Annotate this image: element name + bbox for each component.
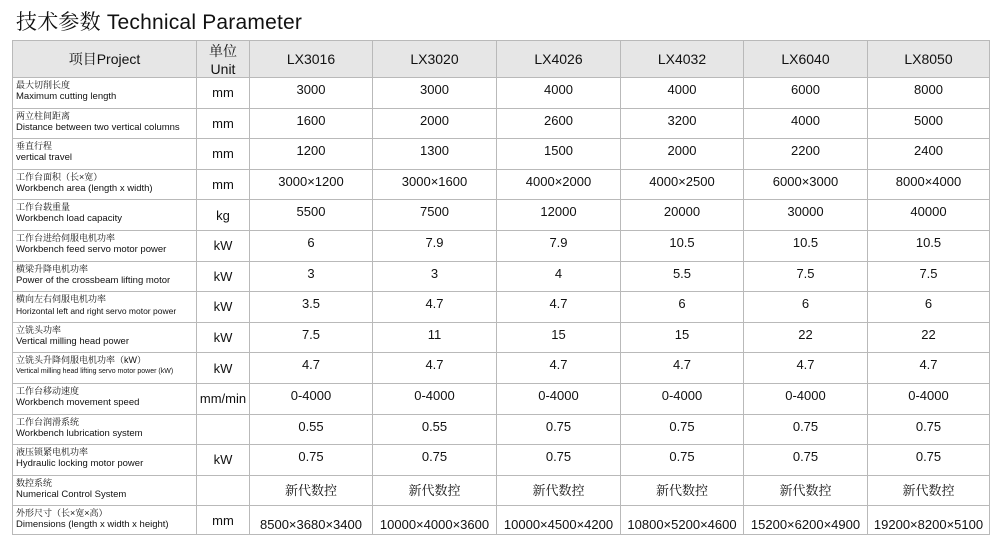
unit-cell: mm (197, 506, 250, 535)
item-en: Vertical milling head lifting servo motor power (kW) (16, 368, 174, 376)
item-cell (13, 230, 197, 261)
value-cell: 4.7 (868, 353, 990, 384)
table-row (13, 169, 990, 200)
value-cell: 22 (744, 322, 868, 353)
item-zh: 立铣头功率 (16, 324, 62, 335)
value-cell: 1600 (250, 108, 373, 139)
unit-cell (197, 475, 250, 506)
value-cell: 5500 (250, 200, 373, 231)
unit-cell: mm (197, 108, 250, 139)
table-row (13, 200, 990, 231)
table-row (13, 506, 990, 535)
value-cell: 22 (868, 322, 990, 353)
table-row (13, 78, 990, 109)
unit-cell: kg (197, 200, 250, 231)
value-cell: 7.5 (868, 261, 990, 292)
item-cell (13, 445, 197, 476)
value-cell: 6 (621, 292, 744, 323)
item-cell (13, 78, 197, 109)
value-cell: 8500×3680×3400 (250, 506, 373, 535)
value-cell: 6 (868, 292, 990, 323)
value-cell: 新代数控 (497, 475, 621, 506)
item-en: Workbench feed servo motor power (16, 243, 167, 255)
value-cell: 40000 (868, 200, 990, 231)
header-model: LX3020 (373, 41, 497, 78)
value-cell: 0.75 (868, 414, 990, 445)
value-cell: 2600 (497, 108, 621, 139)
value-cell: 7.9 (373, 230, 497, 261)
value-cell: 新代数控 (250, 475, 373, 506)
unit-cell: kW (197, 353, 250, 384)
value-cell: 4.7 (373, 353, 497, 384)
value-cell: 4.7 (250, 353, 373, 384)
item-en: Workbench lubrication system (16, 427, 143, 439)
value-cell: 0.75 (744, 445, 868, 476)
value-cell: 2000 (373, 108, 497, 139)
value-cell: 0.75 (373, 445, 497, 476)
value-cell: 0.75 (744, 414, 868, 445)
table-row (13, 383, 990, 414)
table-row (13, 292, 990, 323)
value-cell: 6000×3000 (744, 169, 868, 200)
item-cell (13, 169, 197, 200)
value-cell: 1300 (373, 139, 497, 170)
value-cell: 6000 (744, 78, 868, 109)
value-cell: 3.5 (250, 292, 373, 323)
item-en: Hydraulic locking motor power (16, 458, 144, 470)
value-cell: 0-4000 (497, 383, 621, 414)
value-cell: 0-4000 (868, 383, 990, 414)
value-cell: 15200×6200×4900 (744, 506, 868, 535)
item-en: vertical travel (16, 152, 72, 164)
header-model: LX3016 (250, 41, 373, 78)
value-cell: 4000×2500 (621, 169, 744, 200)
unit-cell: kW (197, 292, 250, 323)
value-cell: 4 (497, 261, 621, 292)
value-cell: 5000 (868, 108, 990, 139)
table-row (13, 322, 990, 353)
item-cell (13, 200, 197, 231)
table-row (13, 139, 990, 170)
unit-cell: mm (197, 169, 250, 200)
value-cell: 0.75 (621, 414, 744, 445)
value-cell: 0.75 (621, 445, 744, 476)
value-cell: 10.5 (868, 230, 990, 261)
parameter-table (12, 40, 990, 535)
value-cell: 6 (250, 230, 373, 261)
value-cell: 10000×4000×3600 (373, 506, 497, 535)
unit-cell: kW (197, 445, 250, 476)
item-zh: 工作台载重量 (16, 202, 71, 213)
unit-cell: kW (197, 261, 250, 292)
value-cell: 10.5 (621, 230, 744, 261)
value-cell: 新代数控 (621, 475, 744, 506)
value-cell: 10800×5200×4600 (621, 506, 744, 535)
table-row (13, 475, 990, 506)
item-cell (13, 414, 197, 445)
value-cell: 4000 (744, 108, 868, 139)
value-cell: 0.55 (250, 414, 373, 445)
header-model: LX4032 (621, 41, 744, 78)
value-cell: 0-4000 (373, 383, 497, 414)
value-cell: 4000 (621, 78, 744, 109)
item-en: Workbench area (length x width) (16, 182, 153, 194)
table-row (13, 230, 990, 261)
value-cell: 0-4000 (250, 383, 373, 414)
value-cell: 1200 (250, 139, 373, 170)
item-cell (13, 506, 197, 535)
value-cell: 12000 (497, 200, 621, 231)
item-cell (13, 475, 197, 506)
item-zh: 工作台面积（长×宽） (16, 171, 103, 182)
value-cell: 10000×4500×4200 (497, 506, 621, 535)
value-cell: 6 (744, 292, 868, 323)
item-zh: 工作台移动速度 (16, 385, 80, 396)
value-cell: 3 (250, 261, 373, 292)
table-row (13, 108, 990, 139)
item-en: Horizontal left and right servo motor power (16, 306, 177, 317)
value-cell: 3000 (250, 78, 373, 109)
item-zh: 工作台进给伺服电机功率 (16, 232, 116, 243)
header-model: LX8050 (868, 41, 990, 78)
item-en: Numerical Control System (16, 488, 127, 500)
item-en: Workbench movement speed (16, 396, 140, 408)
item-cell (13, 139, 197, 170)
value-cell: 4.7 (497, 353, 621, 384)
table-header-row (13, 41, 990, 78)
header-model: LX4026 (497, 41, 621, 78)
item-zh: 横梁升降电机功率 (16, 263, 89, 274)
item-zh: 立铣头升降伺服电机功率（kW） (16, 355, 146, 366)
value-cell: 4.7 (744, 353, 868, 384)
unit-cell: mm (197, 139, 250, 170)
table-row (13, 261, 990, 292)
table-row (13, 414, 990, 445)
header-unit: 单位Unit (197, 41, 250, 78)
page-title: 技术参数 Technical Parameter (16, 11, 303, 34)
item-zh: 两立柱间距离 (16, 110, 71, 121)
value-cell: 0.55 (373, 414, 497, 445)
header-model: LX6040 (744, 41, 868, 78)
value-cell: 11 (373, 322, 497, 353)
value-cell: 5.5 (621, 261, 744, 292)
value-cell: 7.5 (250, 322, 373, 353)
value-cell: 4.7 (373, 292, 497, 323)
value-cell: 3000 (373, 78, 497, 109)
header-project: 项目Project (13, 41, 197, 78)
value-cell: 15 (497, 322, 621, 353)
value-cell: 2400 (868, 139, 990, 170)
item-cell (13, 353, 197, 384)
value-cell: 0-4000 (621, 383, 744, 414)
item-zh: 数控系统 (16, 477, 53, 488)
value-cell: 0.75 (497, 414, 621, 445)
table-row (13, 445, 990, 476)
value-cell: 0.75 (868, 445, 990, 476)
item-zh: 垂直行程 (16, 141, 53, 152)
item-en: Power of the crossbeam lifting motor (16, 274, 171, 286)
value-cell: 15 (621, 322, 744, 353)
value-cell: 20000 (621, 200, 744, 231)
item-cell (13, 383, 197, 414)
unit-cell: kW (197, 230, 250, 261)
value-cell: 3000×1600 (373, 169, 497, 200)
item-en: Distance between two vertical columns (16, 121, 180, 133)
value-cell: 2200 (744, 139, 868, 170)
unit-cell: kW (197, 322, 250, 353)
value-cell: 30000 (744, 200, 868, 231)
unit-cell: mm (197, 78, 250, 109)
item-zh: 最大切削长度 (16, 80, 71, 90)
value-cell: 1500 (497, 139, 621, 170)
item-en: Workbench load capacity (16, 213, 122, 225)
item-cell (13, 108, 197, 139)
value-cell: 7500 (373, 200, 497, 231)
value-cell: 0.75 (250, 445, 373, 476)
value-cell: 4.7 (621, 353, 744, 384)
value-cell: 8000×4000 (868, 169, 990, 200)
value-cell: 8000 (868, 78, 990, 109)
value-cell: 新代数控 (744, 475, 868, 506)
value-cell: 19200×8200×5100 (868, 506, 990, 535)
item-zh: 液压锁紧电机功率 (16, 447, 89, 458)
value-cell: 新代数控 (868, 475, 990, 506)
unit-cell (197, 414, 250, 445)
value-cell: 7.5 (744, 261, 868, 292)
value-cell: 0.75 (497, 445, 621, 476)
value-cell: 7.9 (497, 230, 621, 261)
item-cell (13, 261, 197, 292)
item-en: Dimensions (length x width x height) (16, 519, 169, 531)
value-cell: 4000 (497, 78, 621, 109)
unit-cell: mm/min (197, 383, 250, 414)
value-cell: 0-4000 (744, 383, 868, 414)
value-cell: 3000×1200 (250, 169, 373, 200)
item-zh: 外形尺寸（长×宽×高） (16, 508, 108, 519)
value-cell: 新代数控 (373, 475, 497, 506)
item-zh: 横向左右伺服电机功率 (16, 294, 107, 305)
item-en: Vertical milling head power (16, 335, 130, 347)
value-cell: 10.5 (744, 230, 868, 261)
item-zh: 工作台润滑系统 (16, 416, 80, 427)
item-en: Maximum cutting length (16, 91, 117, 102)
value-cell: 3200 (621, 108, 744, 139)
item-cell (13, 292, 197, 323)
value-cell: 2000 (621, 139, 744, 170)
value-cell: 3 (373, 261, 497, 292)
value-cell: 4000×2000 (497, 169, 621, 200)
item-cell (13, 322, 197, 353)
table-row (13, 353, 990, 384)
value-cell: 4.7 (497, 292, 621, 323)
